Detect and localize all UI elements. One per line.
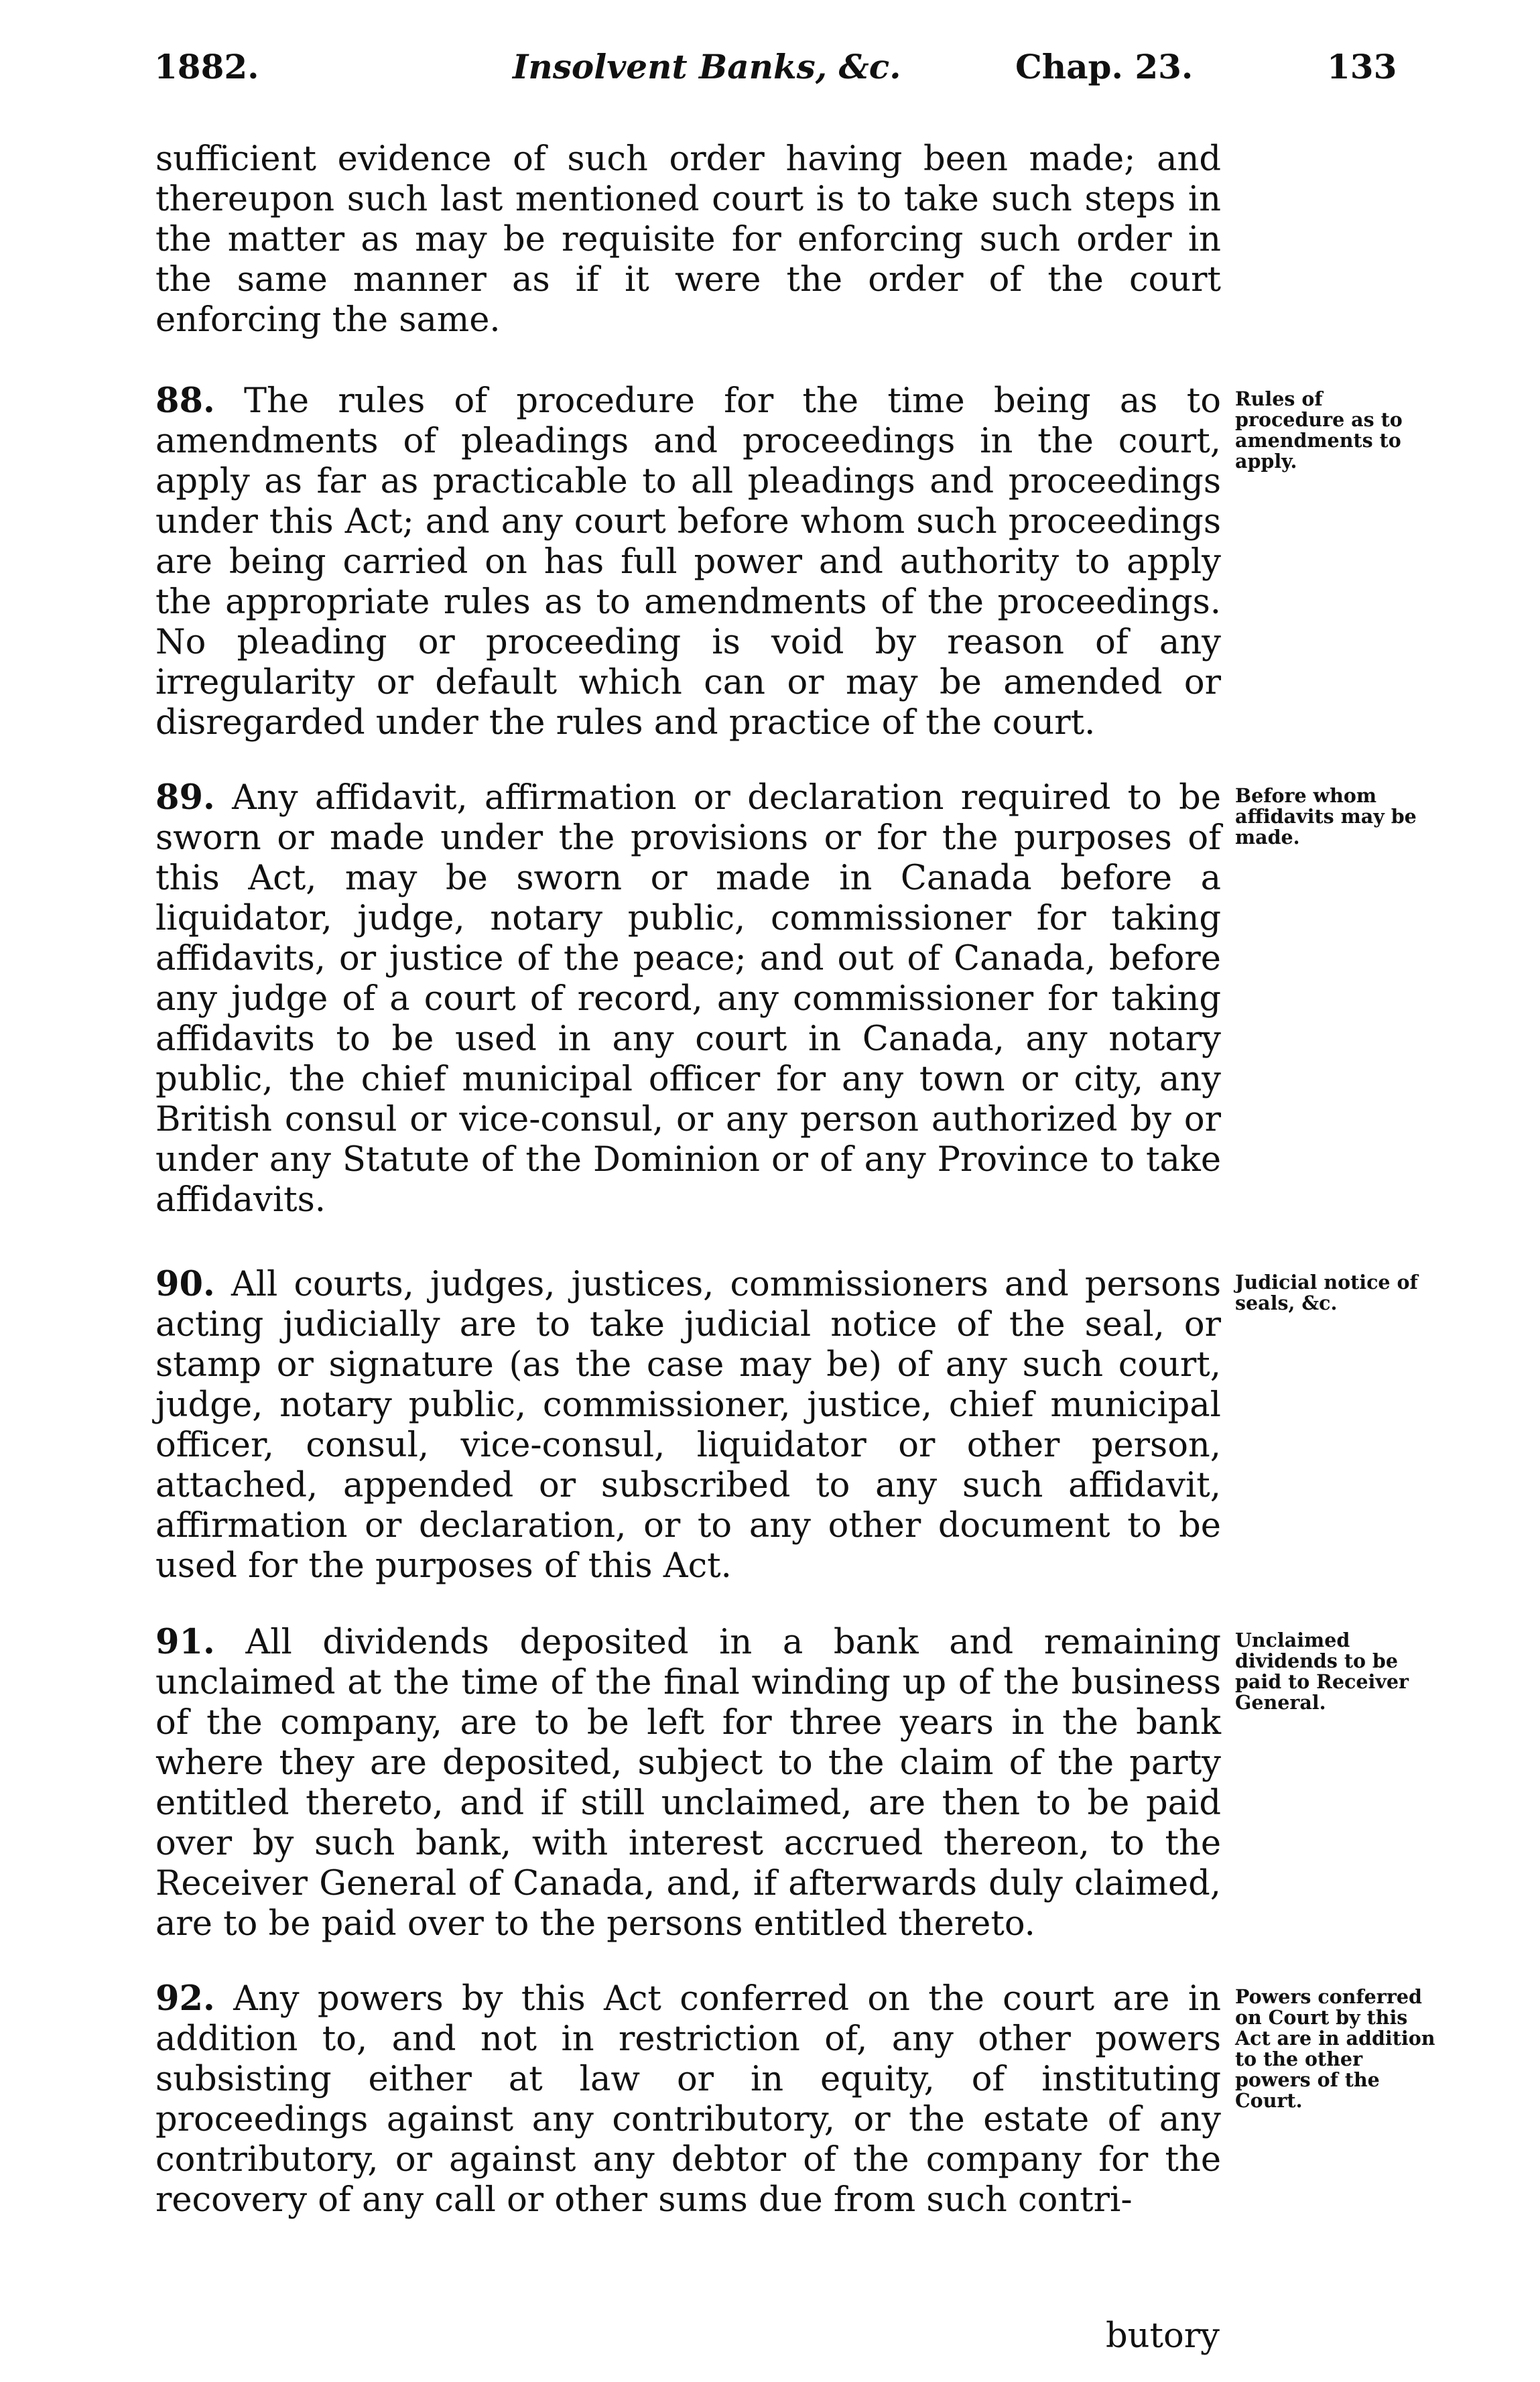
section-88-number: 88. [155,381,215,421]
section-92-text: Any powers by this Act conferred on the court are in addition to, and not in restriction of, any other powers subsisting either at law or in equity, of instituting proceedings against any contributory, or the estate of any contributory, or against any debtor of the company for the recovery of any call or other sums due from such contri- [155,1979,1221,2220]
section-90 [155,1264,1221,1586]
margin-note-88: Rules of procedure as to amendments to apply. [1235,387,1403,473]
header-page-number: 133 [1327,47,1397,86]
section-88-text: The rules of procedure for the time being as to amendments of pleadings and proceedings in the court, apply as far as practicable to all pleadings and proceedings under this Act; and any court before whom such proceedings are being carried on has full power and authority to apply the appropriate rules as to amendments of the proceedings. No pleading or proceeding is void by reason of any irregularity or default which can or may be amended or disregarded under the rules and practice of the court. [155,381,1221,743]
section-92-number: 92. [155,1979,215,2019]
section-88-paragraph [155,381,1221,743]
catchword: butory [1106,2316,1220,2356]
section-90-paragraph [155,1264,1221,1586]
margin-note-91: Unclaimed dividends to be paid to Receiver General. [1235,1629,1409,1714]
section-91-number: 91. [155,1622,215,1662]
margin-note-89: Before whom affidavits may be made. [1235,784,1417,849]
margin-note-92: Powers conferred on Court by this Act are in addition to the other powers of the Court. [1235,1985,1435,2112]
section-91 [155,1622,1221,1944]
header-chapter: Chap. 23. [1015,47,1194,86]
section-92 [155,1979,1221,2220]
continuation-text: sufficient evidence of such order having been made; and thereupon such last mentioned court is to take such steps in the matter as may be requisite for enforcing such order in the same manner as if it were the order of the court enforcing the same. [155,139,1221,340]
section-91-paragraph [155,1622,1221,1944]
section-88 [155,381,1221,743]
running-header [154,47,1434,107]
margin-note-90: Judicial notice of seals, &c. [1235,1271,1418,1314]
continuation-paragraph [155,139,1221,340]
section-89 [155,777,1221,1220]
section-90-text: All courts, judges, justices, commissioners and persons acting judicially are to take judicial notice of the seal, or stamp or signature (as the case may be) of any such court, judge, notary public, commissioner, justice, chief municipal officer, consul, vice-consul, liquidator or other person, attached, appended or subscribed to any such affidavit, affirmation or declaration, or to any other document to be used for the purposes of this Act. [155,1265,1221,1586]
header-year: 1882. [154,47,259,86]
header-title: Insolvent Banks, &c. [513,47,901,86]
section-89-number: 89. [155,777,215,818]
section-89-paragraph [155,777,1221,1220]
section-89-text: Any affidavit, affirmation or declaration required to be sworn or made under the provisions or for the purposes of this Act, may be sworn or made in Canada before a liquidator, judge, notary public, commissioner for taking affidavits, or justice of the peace; and out of Canada, before any judge of a court of record, any commissioner for taking affidavits to be used in any court in Canada, any notary public, the chief municipal officer for any town or city, any British consul or vice-consul, or any person authorized by or under any Statute of the Dominion or of any Province to take affidavits. [155,778,1222,1220]
section-91-text: All dividends deposited in a bank and remaining unclaimed at the time of the final winding up of the business of the company, are to be left for three years in the bank where they are deposited, subject to the claim of the party entitled thereto, and if still unclaimed, are then to be paid over by such bank, with interest accrued thereon, to the Receiver General of Canada, and, if afterwards duly claimed, are to be paid over to the persons entitled thereto. [155,1623,1221,1944]
section-92-paragraph [155,1979,1221,2220]
section-90-number: 90. [155,1264,215,1304]
